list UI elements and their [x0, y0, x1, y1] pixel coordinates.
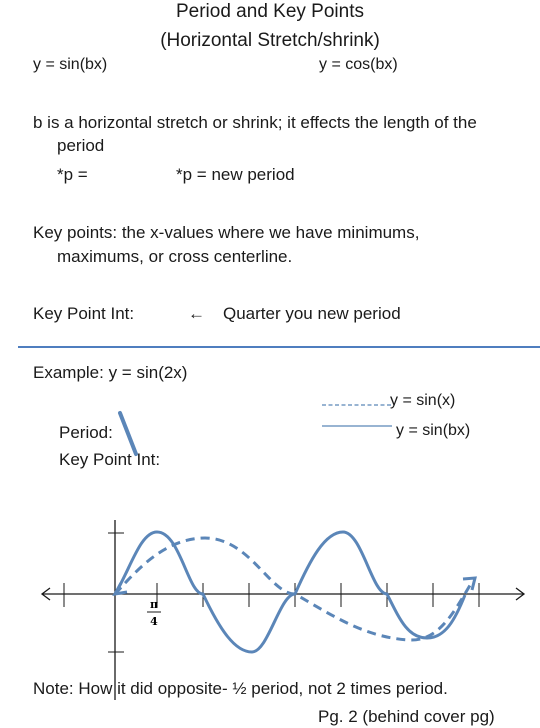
example-heading: Example: y = sin(2x): [33, 363, 188, 382]
cosine-equation: y = cos(bx): [319, 56, 398, 73]
key-point-int-label: Key Point Int:: [33, 304, 135, 323]
slash-mark: [115, 410, 155, 470]
page-title-line-2: (Horizontal Stretch/shrink): [160, 30, 380, 51]
page-number: Pg. 2 (behind cover pg): [318, 707, 495, 726]
period-formula: *p =: [57, 165, 88, 184]
definition-line-1: b is a horizontal stretch or shrink; it effects the length of the: [33, 113, 477, 132]
key-points-line-1: Key points: the x-values where we have minimums,: [33, 223, 420, 242]
left-arrow-icon: ←: [188, 304, 205, 323]
pi-over-4-numerator: π: [149, 598, 159, 611]
example-period-label: Period:: [59, 423, 113, 442]
definition-line-2: period: [57, 136, 105, 155]
key-point-int-note: Quarter you new period: [223, 304, 401, 323]
sine-equation: y = sin(bx): [33, 56, 108, 73]
legend-dashed-swatch: [322, 403, 392, 407]
legend-solid-swatch: [322, 424, 392, 428]
pi-over-4-denominator: 4: [150, 615, 158, 628]
section-divider: [18, 346, 540, 348]
footer-note: Note: How it did opposite- ½ period, not 2 times period.: [33, 679, 448, 698]
example-key-point-int-label: Key Point Int:: [59, 450, 161, 469]
legend-dashed-label: y = sin(x): [390, 392, 456, 409]
page-title-line-1: Period and Key Points: [175, 1, 364, 22]
key-points-line-2: maximums, or cross centerline.: [57, 247, 293, 266]
new-period-formula: *p = new period: [176, 165, 295, 184]
dashed-curve-sin-x: [115, 538, 472, 640]
legend-solid-label: y = sin(bx): [396, 422, 471, 439]
